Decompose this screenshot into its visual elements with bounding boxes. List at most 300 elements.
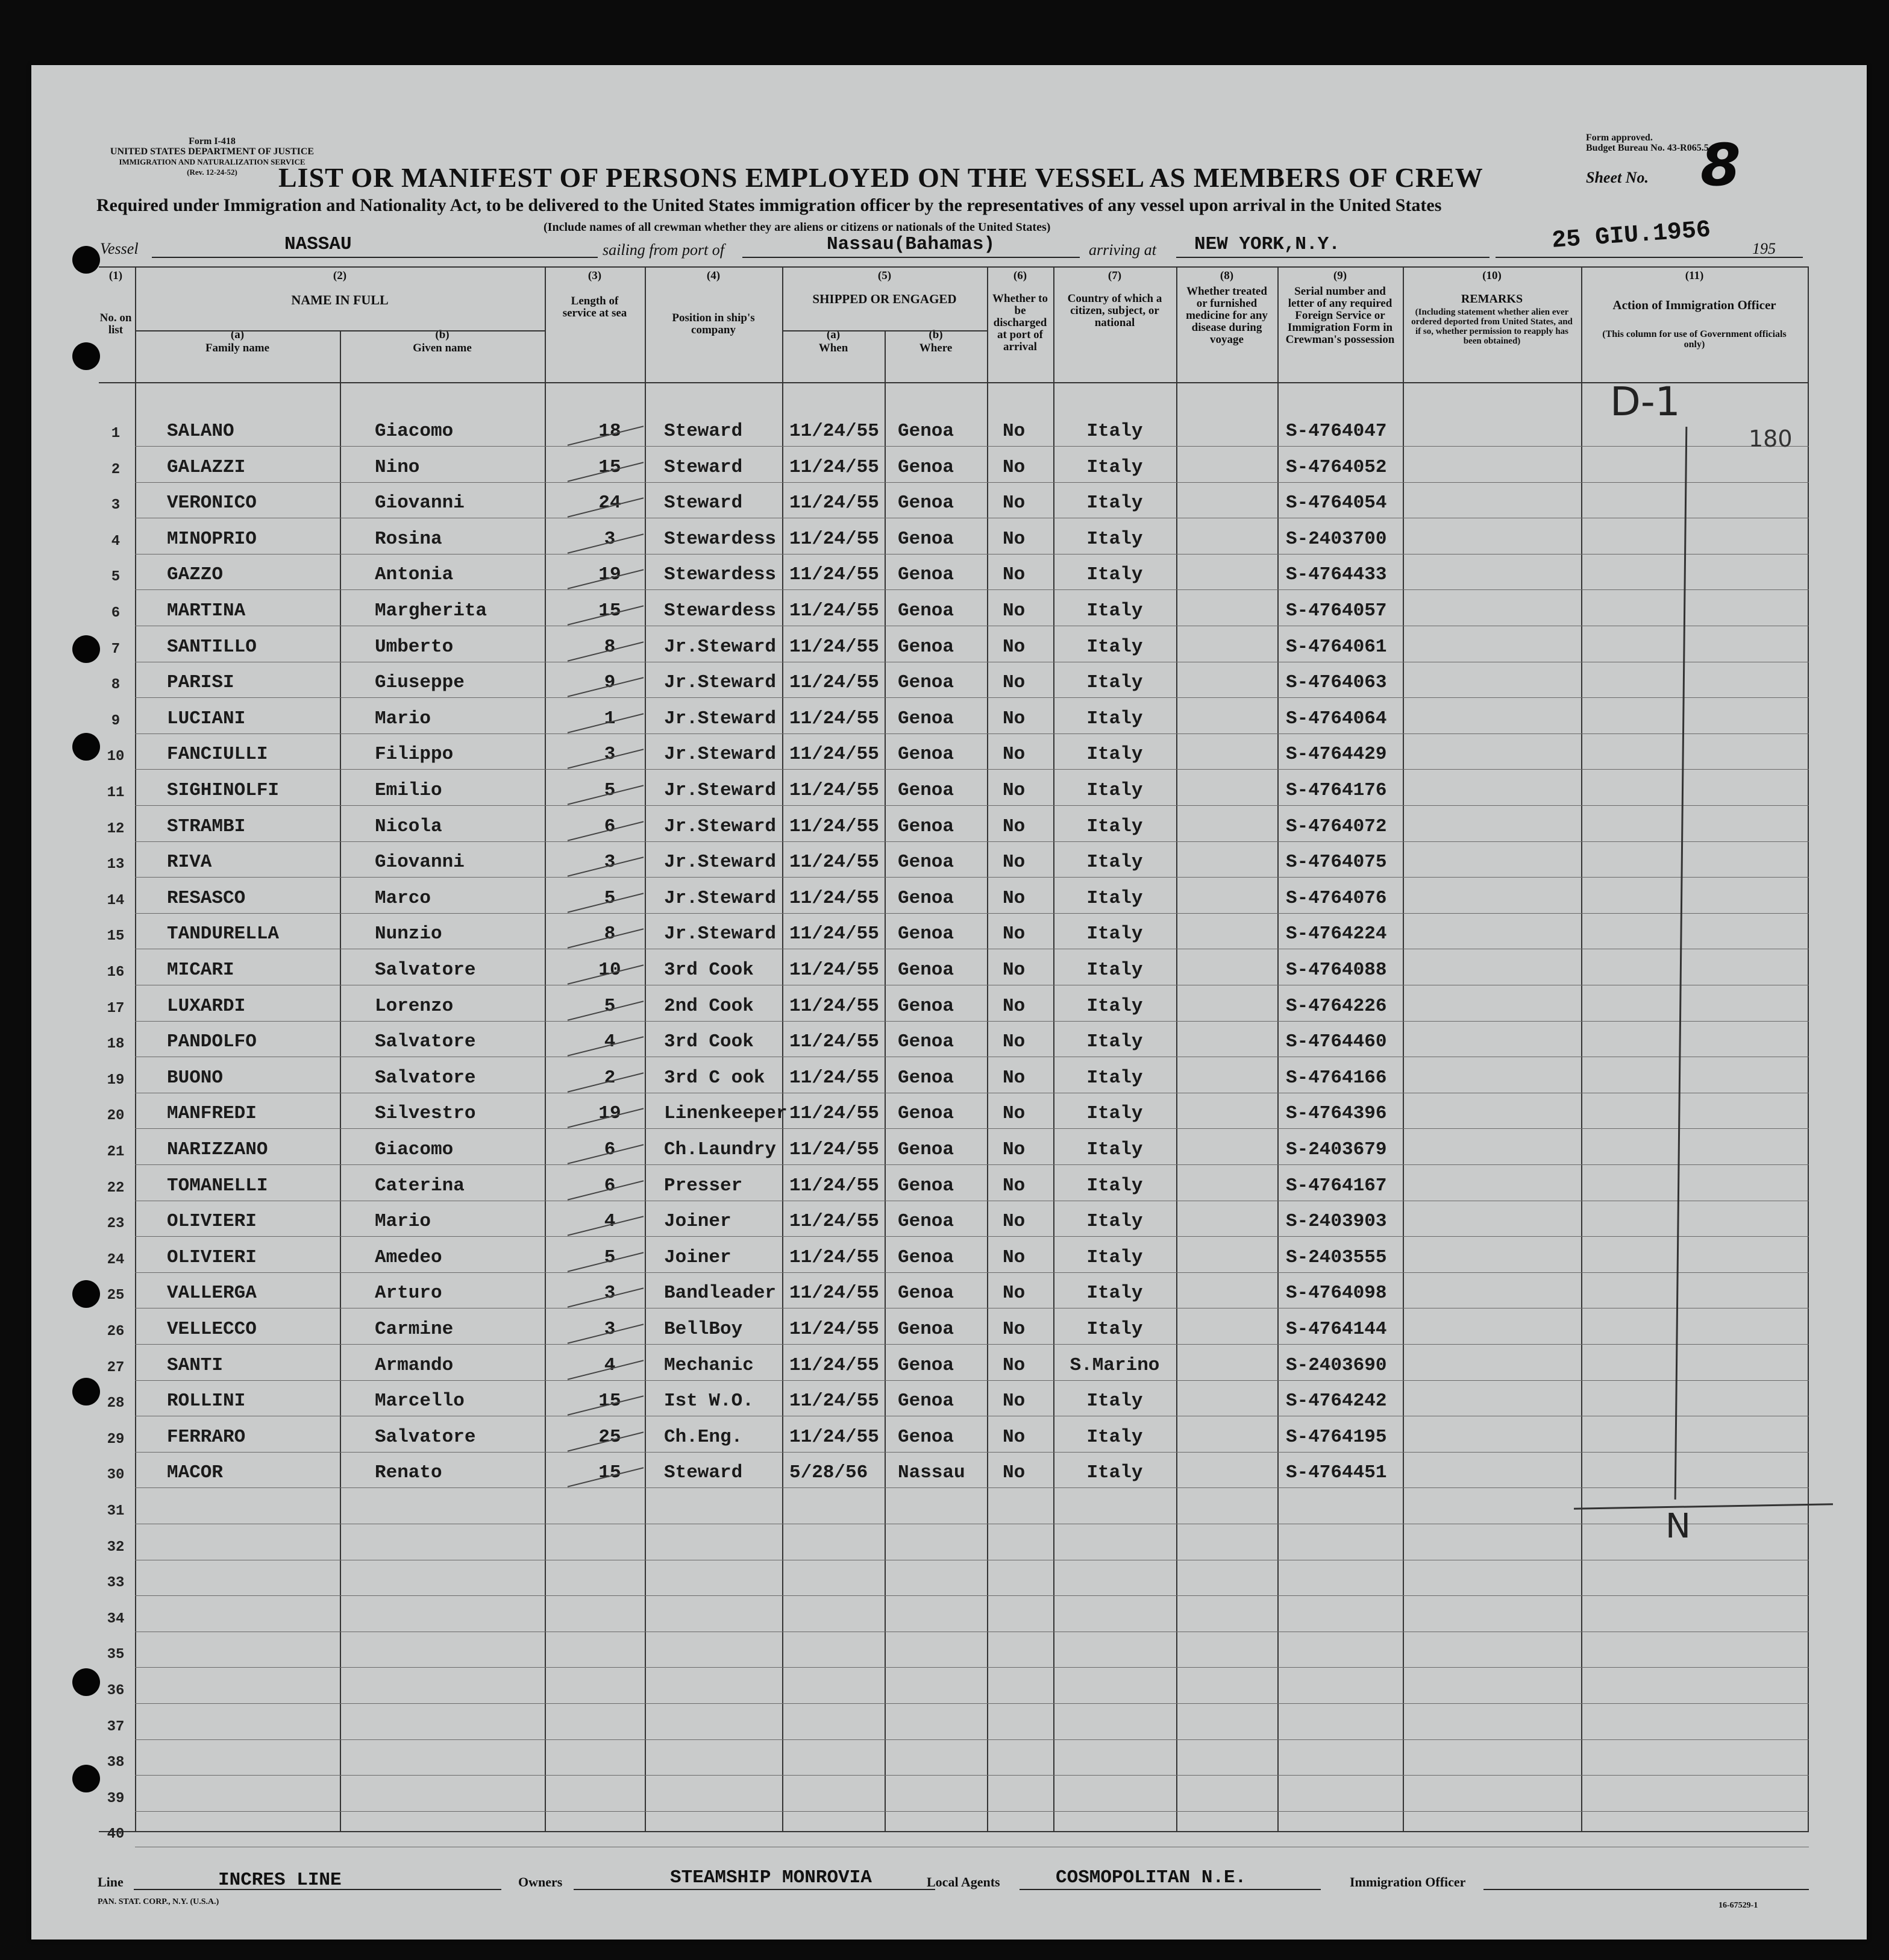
row-rule [135, 697, 1809, 698]
row-rule [135, 1667, 1809, 1668]
crew-family: MANFREDI [167, 1103, 257, 1125]
row-number: 31 [107, 1503, 125, 1519]
crew-family: SANTILLO [167, 636, 257, 658]
row-number: 10 [107, 749, 125, 765]
col-divider [545, 266, 546, 1831]
row-number: 12 [107, 820, 125, 837]
col10-header: REMARKS [1461, 292, 1523, 306]
crew-where: Genoa [898, 421, 954, 442]
crew-when: 11/24/55 [789, 1031, 879, 1053]
crew-serial: S-2403555 [1286, 1246, 1387, 1268]
crew-position: Ist W.O. [664, 1390, 754, 1412]
crew-where: Genoa [898, 995, 954, 1017]
crew-when: 11/24/55 [789, 456, 879, 478]
crew-when: 11/24/55 [789, 1283, 879, 1304]
crew-serial: S-4764057 [1286, 600, 1387, 621]
agents-label: Local Agents [927, 1874, 1000, 1889]
crew-family: MINOPRIO [167, 528, 257, 550]
crew-given: Mario [375, 1211, 431, 1233]
row-number: 35 [107, 1647, 125, 1663]
crew-serial: S-4764460 [1286, 1031, 1387, 1053]
col-divider [135, 266, 136, 1831]
manifest-sheet [31, 65, 1867, 1940]
crew-country: Italy [1086, 960, 1143, 981]
row-number: 20 [107, 1108, 125, 1125]
sailing-port: Nassau(Bahamas) [827, 234, 995, 255]
row-number: 5 [111, 569, 121, 586]
crew-service: 3 [604, 1283, 616, 1304]
crew-given: Silvestro [375, 1103, 476, 1125]
crew-where: Genoa [898, 744, 954, 765]
crew-family: RESASCO [167, 887, 246, 909]
crew-position: Jr.Steward [664, 672, 777, 694]
crew-position: Mechanic [664, 1354, 754, 1376]
arrival-port: NEW YORK,N.Y. [1194, 234, 1340, 255]
crew-discharged: No [1003, 1067, 1026, 1088]
crew-discharged: No [1003, 1354, 1026, 1376]
crew-discharged: No [1003, 492, 1026, 514]
crew-country: S.Marino [1070, 1354, 1160, 1376]
col-divider [1053, 266, 1054, 1831]
crew-when: 11/24/55 [789, 960, 879, 981]
crew-serial: S-4764224 [1286, 923, 1387, 945]
col11-note: (This column for use of Government officials only) [1602, 329, 1787, 350]
row-rule [135, 1021, 1809, 1022]
punch-hole [72, 1280, 100, 1308]
crew-serial: S-4764176 [1286, 780, 1387, 801]
crew-service: 15 [598, 1390, 621, 1412]
count-mark: 180 [1749, 426, 1793, 452]
crew-where: Genoa [898, 1139, 954, 1160]
col2-header: NAME IN FULL [291, 292, 389, 307]
crew-serial: S-4764226 [1286, 995, 1387, 1017]
col11-header: Action of Immigration Officer [1612, 298, 1776, 312]
crew-given: Umberto [375, 636, 454, 658]
crew-family: NARIZZANO [167, 1139, 268, 1160]
row-number: 22 [107, 1179, 125, 1196]
crew-when: 11/24/55 [789, 1246, 879, 1268]
crew-where: Genoa [898, 1354, 954, 1376]
crew-where: Genoa [898, 1283, 954, 1304]
crew-discharged: No [1003, 1283, 1026, 1304]
officer-end-line [1574, 1503, 1833, 1510]
crew-country: Italy [1086, 421, 1143, 442]
service-name: IMMIGRATION AND NATURALIZATION SERVICE [119, 157, 305, 166]
row-rule [135, 805, 1809, 806]
row-rule [135, 733, 1809, 734]
crew-given: Marcello [375, 1390, 465, 1412]
crew-discharged: No [1003, 1211, 1026, 1233]
sailing-label: sailing from port of [603, 241, 725, 259]
col6-number: (6) [1013, 269, 1027, 282]
page-subtitle: Required under Immigration and Nationality Act, to be delivered to the United States immigration officer by the representatives of any vessel upon arrival in the United States [96, 195, 1442, 215]
row-rule [135, 1775, 1809, 1776]
crew-serial: S-2403690 [1286, 1354, 1387, 1376]
row-number: 11 [107, 785, 125, 801]
crew-discharged: No [1003, 887, 1026, 909]
punch-hole [72, 733, 100, 761]
punch-hole [72, 1765, 100, 1792]
crew-when: 11/24/55 [789, 995, 879, 1017]
arriving-label: arriving at [1089, 241, 1156, 259]
crew-position: Jr.Steward [664, 815, 777, 837]
owners-value: STEAMSHIP MONROVIA [670, 1867, 872, 1888]
crew-country: Italy [1086, 564, 1143, 586]
punch-hole [72, 635, 100, 663]
crew-discharged: No [1003, 672, 1026, 694]
crew-note: (Include names of all crewman whether they are aliens or citizens or nationals of the United States) [544, 221, 1051, 234]
crew-discharged: No [1003, 708, 1026, 729]
row-number: 7 [111, 641, 121, 658]
crew-country: Italy [1086, 1319, 1143, 1340]
row-number: 38 [107, 1754, 125, 1771]
crew-family: VELLECCO [167, 1319, 257, 1340]
crew-country: Italy [1086, 1139, 1143, 1160]
crew-given: Arturo [375, 1283, 442, 1304]
row-number: 23 [107, 1216, 125, 1233]
row-number: 6 [111, 605, 121, 621]
row-rule [135, 1739, 1809, 1740]
crew-given: Salvatore [375, 1426, 476, 1448]
crew-service: 15 [598, 456, 621, 478]
owners-label: Owners [518, 1874, 563, 1889]
row-rule [135, 1595, 1809, 1596]
crew-where: Genoa [898, 1426, 954, 1448]
crew-serial: S-4764075 [1286, 852, 1387, 873]
crew-discharged: No [1003, 995, 1026, 1017]
crew-serial: S-4764076 [1286, 887, 1387, 909]
crew-when: 5/28/56 [789, 1462, 868, 1484]
crew-given: Renato [375, 1462, 442, 1484]
crew-position: Bandleader [664, 1283, 777, 1304]
form-approved: Form approved. [1586, 133, 1653, 143]
row-number: 32 [107, 1539, 125, 1556]
row-number: 15 [107, 928, 125, 945]
col5a-header: When [818, 342, 848, 354]
crew-where: Genoa [898, 1211, 954, 1233]
crew-when: 11/24/55 [789, 1426, 879, 1448]
approval-block [1586, 133, 1711, 153]
col4-number: (4) [706, 269, 721, 282]
crew-position: Steward [664, 492, 743, 514]
row-number: 25 [107, 1287, 125, 1304]
col9-header: Serial number and letter of any required Foreign Service or Immigration Form in Crewman's possession [1285, 285, 1395, 346]
crew-given: Rosina [375, 528, 442, 550]
row-rule [135, 1164, 1809, 1165]
crew-discharged: No [1003, 1031, 1026, 1053]
crew-discharged: No [1003, 600, 1026, 621]
sheet-number: 8 [1700, 131, 1741, 199]
crew-serial: S-4764098 [1286, 1283, 1387, 1304]
row-rule [135, 1703, 1809, 1704]
crew-family: MARTINA [167, 600, 246, 621]
crew-country: Italy [1086, 1031, 1143, 1053]
vessel-name: NASSAU [284, 234, 352, 255]
crew-position: Jr.Steward [664, 636, 777, 658]
crew-family: TANDURELLA [167, 923, 280, 945]
crew-given: Emilio [375, 780, 442, 801]
crew-position: Stewardess [664, 564, 777, 586]
crew-where: Genoa [898, 1246, 954, 1268]
crew-when: 11/24/55 [789, 923, 879, 945]
crew-when: 11/24/55 [789, 708, 879, 729]
crew-given: Nicola [375, 815, 442, 837]
crew-country: Italy [1086, 708, 1143, 729]
crew-discharged: No [1003, 1246, 1026, 1268]
crew-country: Italy [1086, 1246, 1143, 1268]
col-divider [885, 330, 886, 1831]
crew-country: Italy [1086, 636, 1143, 658]
col2a-header: Family name [205, 342, 270, 354]
crew-service: 19 [598, 564, 621, 586]
crew-when: 11/24/55 [789, 672, 879, 694]
crew-position: Stewardess [664, 528, 777, 550]
crew-position: Jr.Steward [664, 923, 777, 945]
crew-service: 15 [598, 1462, 621, 1484]
crew-service: 1 [604, 708, 616, 729]
crew-family: MACOR [167, 1462, 224, 1484]
row-number: 14 [107, 892, 125, 909]
col2-number: (2) [333, 269, 347, 282]
crew-service: 4 [604, 1211, 616, 1233]
crew-position: 3rd Cook [664, 1031, 754, 1053]
crew-when: 11/24/55 [789, 815, 879, 837]
officer-label: Immigration Officer [1350, 1874, 1466, 1889]
arrival-underline [1176, 257, 1490, 258]
crew-when: 11/24/55 [789, 1175, 879, 1196]
crew-when: 11/24/55 [789, 1390, 879, 1412]
crew-when: 11/24/55 [789, 564, 879, 586]
crew-serial: S-4764144 [1286, 1319, 1387, 1340]
col5b-number: (b) [929, 328, 943, 341]
crew-country: Italy [1086, 744, 1143, 765]
row-number: 21 [107, 1144, 125, 1160]
crew-when: 11/24/55 [789, 600, 879, 621]
crew-country: Italy [1086, 1175, 1143, 1196]
form-id: Form I-418 [189, 136, 236, 146]
crew-given: Giacomo [375, 1139, 454, 1160]
row-number: 33 [107, 1575, 125, 1592]
crew-position: Ch.Laundry [664, 1139, 777, 1160]
crew-position: Steward [664, 421, 743, 442]
row-number: 40 [107, 1826, 125, 1843]
crew-family: GALAZZI [167, 456, 246, 478]
owners-underline [574, 1889, 935, 1890]
crew-given: Giovanni [375, 852, 465, 873]
shipping-line: INCRES LINE [218, 1870, 342, 1891]
crew-country: Italy [1086, 852, 1143, 873]
row-rule [135, 877, 1809, 878]
col-divider [1808, 266, 1809, 1831]
col-divider [340, 330, 341, 1831]
crew-family: FANCIULLI [167, 744, 268, 765]
year-label: 195 [1752, 240, 1776, 257]
crew-given: Caterina [375, 1175, 465, 1196]
col3-number: (3) [587, 269, 602, 282]
crew-serial: S-4764047 [1286, 421, 1387, 442]
crew-position: 3rd C ook [664, 1067, 765, 1088]
crew-service: 3 [604, 1319, 616, 1340]
officer-vertical-line [1674, 427, 1688, 1500]
crew-serial: S-4764166 [1286, 1067, 1387, 1088]
row-number: 18 [107, 1036, 125, 1053]
crew-service: 6 [604, 815, 616, 837]
crew-serial: S-4764195 [1286, 1426, 1387, 1448]
crew-family: OLIVIERI [167, 1246, 257, 1268]
crew-where: Genoa [898, 923, 954, 945]
col11-number: (11) [1685, 269, 1704, 282]
vessel-underline [152, 257, 598, 258]
crew-service: 5 [604, 995, 616, 1017]
crew-family: SIGHINOLFI [167, 780, 280, 801]
officer-underline [1483, 1889, 1809, 1890]
crew-given: Salvatore [375, 960, 476, 981]
crew-serial: S-4764396 [1286, 1103, 1387, 1125]
crew-where: Genoa [898, 636, 954, 658]
crew-where: Genoa [898, 887, 954, 909]
col-divider [1581, 266, 1582, 1831]
crew-where: Genoa [898, 1390, 954, 1412]
crew-when: 11/24/55 [789, 1067, 879, 1088]
col10-number: (10) [1482, 269, 1502, 282]
crew-when: 11/24/55 [789, 1354, 879, 1376]
crew-position: Steward [664, 456, 743, 478]
crew-given: Giacomo [375, 421, 454, 442]
crew-discharged: No [1003, 636, 1026, 658]
crew-discharged: No [1003, 528, 1026, 550]
crew-where: Genoa [898, 672, 954, 694]
crew-given: Giuseppe [375, 672, 465, 694]
crew-service: 3 [604, 852, 616, 873]
crew-country: Italy [1086, 528, 1143, 550]
port-underline [742, 257, 1080, 258]
crew-when: 11/24/55 [789, 421, 879, 442]
row-rule [135, 1344, 1809, 1345]
col2b-header: Given name [413, 342, 472, 354]
punch-hole [72, 246, 100, 274]
row-number: 29 [107, 1431, 125, 1448]
crew-given: Armando [375, 1354, 454, 1376]
crew-serial: S-4764054 [1286, 492, 1387, 514]
crew-position: Ch.Eng. [664, 1426, 743, 1448]
row-rule [135, 1128, 1809, 1129]
crew-country: Italy [1086, 815, 1143, 837]
col6-header: Whether to be discharged at port of arrival [992, 292, 1048, 353]
crew-given: Nino [375, 456, 420, 478]
crew-serial: S-4764061 [1286, 636, 1387, 658]
crew-serial: S-4764429 [1286, 744, 1387, 765]
col5-header: SHIPPED OR ENGAGED [812, 292, 957, 306]
crew-discharged: No [1003, 744, 1026, 765]
crew-where: Genoa [898, 708, 954, 729]
crew-service: 6 [604, 1175, 616, 1196]
crew-given: Marco [375, 887, 431, 909]
col-divider [1277, 266, 1279, 1831]
row-number: 9 [111, 712, 121, 729]
crew-position: Jr.Steward [664, 780, 777, 801]
crew-when: 11/24/55 [789, 744, 879, 765]
punch-hole [72, 342, 100, 370]
row-number: 27 [107, 1359, 125, 1376]
punch-hole [72, 1668, 100, 1696]
crew-family: VALLERGA [167, 1283, 257, 1304]
page-title: LIST OR MANIFEST OF PERSONS EMPLOYED ON THE VESSEL AS MEMBERS OF CREW [278, 162, 1483, 193]
col5b-header: Where [919, 342, 953, 354]
crew-given: Mario [375, 708, 431, 729]
crew-where: Genoa [898, 852, 954, 873]
crew-service: 2 [604, 1067, 616, 1088]
crew-service: 15 [598, 600, 621, 621]
col-divider [987, 266, 988, 1831]
crew-position: 2nd Cook [664, 995, 754, 1017]
crew-given: Salvatore [375, 1031, 476, 1053]
crew-when: 11/24/55 [789, 492, 879, 514]
col-divider [645, 266, 646, 1831]
crew-serial: S-2403700 [1286, 528, 1387, 550]
crew-discharged: No [1003, 564, 1026, 586]
row-rule [135, 841, 1809, 842]
crew-family: LUXARDI [167, 995, 246, 1017]
crew-family: GAZZO [167, 564, 224, 586]
row-rule [135, 1236, 1809, 1237]
row-number: 36 [107, 1683, 125, 1699]
crew-family: VERONICO [167, 492, 257, 514]
row-number: 26 [107, 1324, 125, 1340]
crew-discharged: No [1003, 1462, 1026, 1484]
row-number: 13 [107, 856, 125, 873]
row-number: 39 [107, 1790, 125, 1807]
crew-country: Italy [1086, 1426, 1143, 1448]
crew-where: Genoa [898, 815, 954, 837]
crew-discharged: No [1003, 1390, 1026, 1412]
crew-where: Genoa [898, 528, 954, 550]
crew-position: Joiner [664, 1211, 731, 1233]
col-divider [1403, 266, 1404, 1831]
row-number: 30 [107, 1467, 125, 1484]
crew-given: Giovanni [375, 492, 465, 514]
officer-mark: D-1 [1610, 378, 1681, 425]
crew-serial: S-4764052 [1286, 456, 1387, 478]
crew-family: PANDOLFO [167, 1031, 257, 1053]
crew-family: SALANO [167, 421, 234, 442]
crew-position: Joiner [664, 1246, 731, 1268]
crew-serial: S-4764088 [1286, 960, 1387, 981]
crew-position: BellBoy [664, 1319, 743, 1340]
crew-family: BUONO [167, 1067, 224, 1088]
printer-line: PAN. STAT. CORP., N.Y. (U.S.A.) [98, 1897, 219, 1906]
end-mark: N [1665, 1507, 1691, 1546]
crew-serial: S-4764167 [1286, 1175, 1387, 1196]
department-name: UNITED STATES DEPARTMENT OF JUSTICE [110, 146, 315, 157]
crew-service: 10 [598, 960, 621, 981]
crew-family: OLIVIERI [167, 1211, 257, 1233]
crew-service: 4 [604, 1354, 616, 1376]
col9-number: (9) [1333, 269, 1347, 282]
crew-position: Steward [664, 1462, 743, 1484]
crew-serial: S-2403903 [1286, 1211, 1387, 1233]
crew-country: Italy [1086, 1283, 1143, 1304]
crew-service: 3 [604, 528, 616, 550]
budget-bureau: Budget Bureau No. 43-R065.5. [1586, 143, 1711, 153]
crew-country: Italy [1086, 923, 1143, 945]
crew-given: Margherita [375, 600, 487, 621]
crew-given: Lorenzo [375, 995, 454, 1017]
crew-service: 3 [604, 744, 616, 765]
form-code: 16-67529-1 [1718, 1901, 1758, 1910]
crew-service: 8 [604, 636, 616, 658]
col8-number: (8) [1220, 269, 1234, 282]
crew-service: 8 [604, 923, 616, 945]
